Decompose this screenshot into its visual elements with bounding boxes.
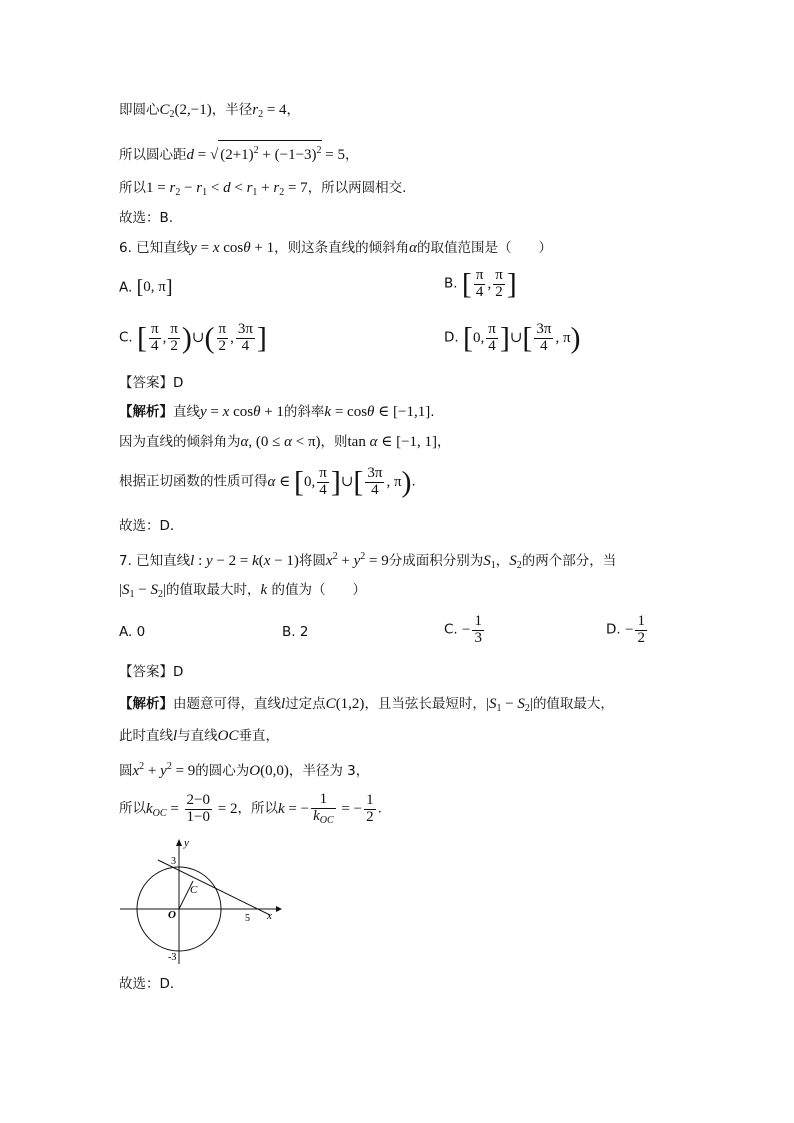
text: 所以圆心距 [119, 147, 187, 163]
q7-analysis-4: 所以$k_{OC}$ = $\frac{2-0}{1-0}$ = 2，所以k = − $\frac{1}{k_{OC}}$ = − $\frac{1}{2}$ . [119, 791, 382, 826]
text: 的值取最大， [532, 696, 614, 712]
q7-option-c: C. − $\frac{1}{3}$ [444, 613, 482, 646]
line-center-distance: 所以圆心距d = √ $(2+1)^2 + (-1-3)^2 = 5$， [119, 140, 359, 165]
text: ，所以两圆相交. [307, 180, 407, 196]
q7-analysis-3: 圆$x^2 + y^2 = 9$的圆心为O(0,0)，半径为 3， [119, 761, 370, 779]
line-choose-b: 故选：B. [119, 210, 174, 226]
text: ， [345, 147, 359, 163]
text: 【解析】 [119, 404, 173, 420]
q7-stem-1: 7. 已知直线l : y − 2 = k(x − 1)将圆$x^2 + y^2 = 9$分成面积分别为$S_1$，$S_2$的两个部分，当 [119, 551, 617, 571]
text: 即圆心 [119, 102, 160, 118]
text: 过定点 [285, 696, 326, 712]
q7-analysis-2: 此时直线l与直线OC垂直， [119, 728, 280, 744]
text: 的圆心为 [195, 763, 250, 779]
q7-option-a: A. 0 [119, 624, 146, 640]
text: 所以 [119, 180, 146, 196]
line-intersect: 所以$1 = r_2 - r_1 < d < r_1 + r_2 = 7$，所以两圆相交. [119, 180, 407, 198]
x-axis-arrow [276, 906, 282, 912]
option-letter: D. [444, 329, 459, 346]
text: ，半径为 3， [288, 763, 370, 779]
text: ，则 [320, 434, 348, 450]
text: 的斜率 [283, 404, 325, 420]
text: ，所以 [237, 800, 278, 817]
q6-analysis-2: 因为直线的倾斜角为α, (0 ≤ α < π)，则tan α ∈ [−1, 1]， [119, 434, 451, 450]
text: ，且当弦长最短时， [364, 696, 486, 712]
text: 直线 [173, 404, 200, 420]
text: 分成面积分别为 [388, 553, 484, 569]
q6-stem: 6. 已知直线y = x cosθ + 1，则这条直线的倾斜角α的取值范围是（ ） [119, 240, 552, 256]
text: 因为直线的倾斜角为 [119, 434, 241, 450]
tick-3-label: 3 [171, 856, 176, 867]
option-letter: C. [444, 621, 458, 638]
text: 圆 [119, 763, 133, 779]
q6-option-d: D. [0, $\frac{\pi}{4}$ ]∪[ $\frac{3\pi}{4}$ , π) [444, 321, 581, 355]
text: 垂直， [238, 728, 280, 744]
text: 【解析】 [119, 696, 173, 712]
q6-option-a: A. [0, π] [119, 277, 173, 299]
text: 7. 已知直线 [119, 553, 191, 569]
text: 的取值范围是（ ） [416, 240, 552, 256]
text: 根据正切函数的性质可得 [119, 473, 268, 490]
text: ， [286, 102, 301, 118]
q6-option-c: C. [ $\frac{\pi}{4}$ , $\frac{\pi}{2}$ )∪( $\frac{\pi}{2}$ , $\frac{3\pi}{4}$ ] [119, 321, 267, 355]
option-letter: C. [119, 329, 133, 346]
q7-option-d: D. − $\frac{1}{2}$ [606, 613, 645, 646]
q7-conclude: 故选：D． [119, 976, 184, 992]
text: 将圆 [298, 553, 326, 569]
text: 的两个部分，当 [521, 553, 617, 569]
y-axis-arrow [176, 839, 182, 846]
text: 所以 [119, 800, 146, 817]
option-letter: A. [119, 279, 133, 296]
circle-line-figure [116, 836, 286, 966]
text: ，半径 [211, 102, 253, 118]
q6-analysis-3: 根据正切函数的性质可得α ∈ [0, $\frac{\pi}{4}$ ]∪[ $\frac{3\pi}{4}$ , π). [119, 465, 416, 499]
q6-conclude: 故选：D． [119, 518, 184, 534]
tick-5-label: 5 [245, 913, 250, 924]
text: 6. 已知直线 [119, 240, 191, 256]
text: 的值为（ ） [271, 582, 366, 598]
q7-answer: 【答案】D [119, 664, 184, 680]
point-c-label: C [190, 884, 198, 896]
q7-stem-2: $|S_1 - S_2|$的值取最大时，k 的值为（ ） [119, 582, 366, 600]
origin-label: O [168, 909, 176, 921]
q6-analysis-1: 【解析】直线y = x cosθ + 1的斜率k = cosθ ∈ [−1,1]. [119, 404, 435, 420]
text: ，则这条直线的倾斜角 [274, 240, 410, 256]
text: 的值取最大时， [166, 582, 261, 598]
tick-neg3-label: -3 [168, 952, 177, 963]
text: 此时直线 [119, 728, 173, 744]
text: 与直线 [177, 728, 218, 744]
line-center-c2: 即圆心$C_2(2,-1)$，半径$r_2 = 4$， [119, 102, 301, 120]
q7-option-b: B. 2 [282, 624, 309, 640]
x-axis-label: x [267, 910, 272, 922]
y-axis-label: y [184, 837, 189, 849]
q6-option-b: B. [ $\frac{\pi}{4}$ , $\frac{\pi}{2}$ ] [444, 267, 517, 301]
q7-analysis-1: 【解析】由题意可得，直线l过定点C(1,2)，且当弦长最短时，$|S_1 - S_2|$的值取最大， [119, 696, 614, 714]
option-letter: D. [606, 621, 621, 638]
option-letter: B. [444, 275, 458, 292]
q6-answer: 【答案】D [119, 375, 184, 391]
line-l [158, 860, 270, 915]
text: 由题意可得，直线 [173, 696, 281, 712]
